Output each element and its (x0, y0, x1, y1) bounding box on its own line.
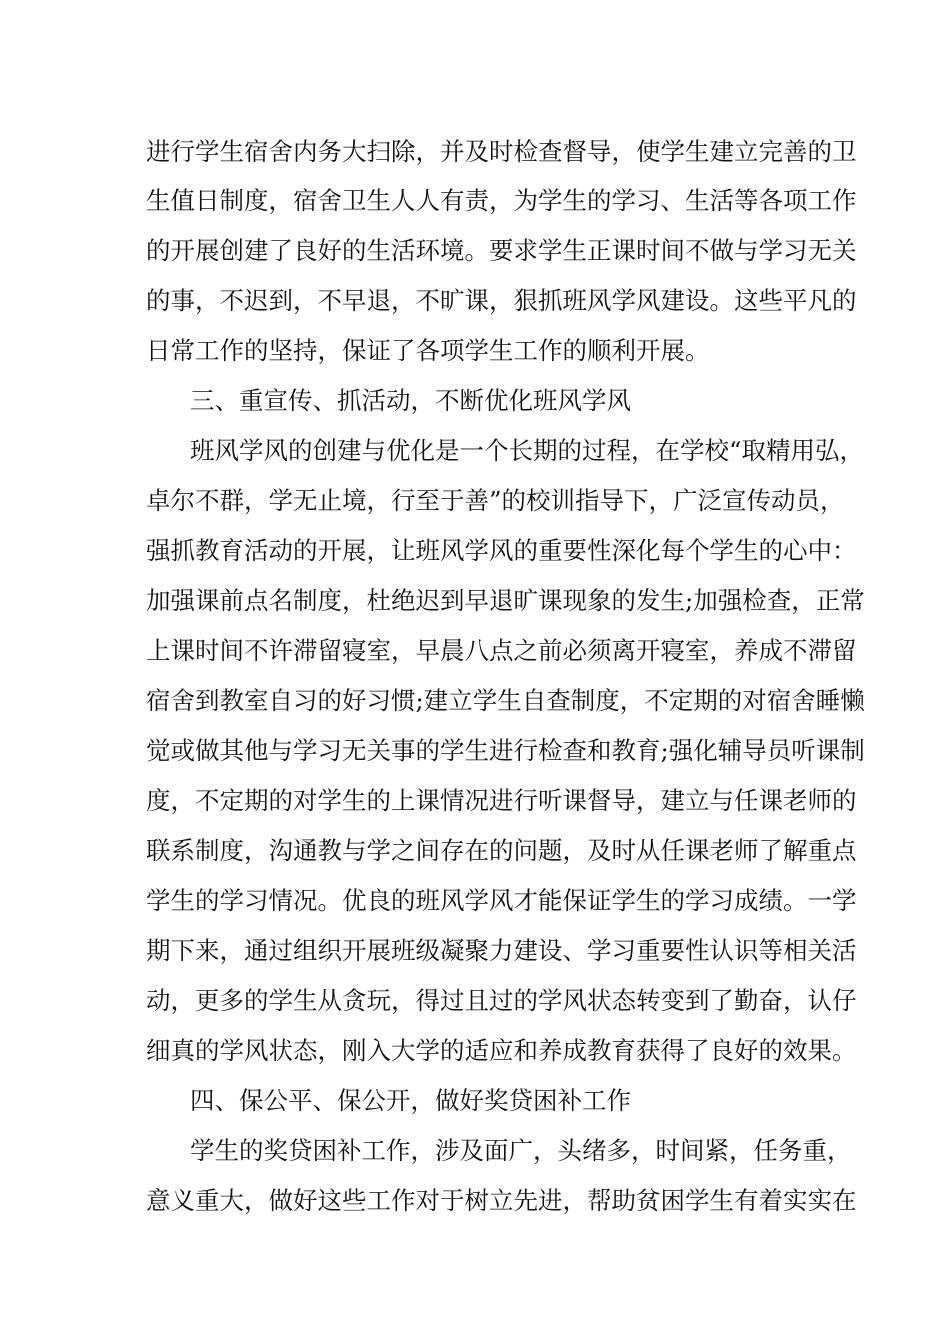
text-line-22: 意义重大，做好这些工作对于树立先进，帮助贫困学生有着实实在 (146, 1186, 857, 1215)
text-line-19: 细真的学风状态，刚入大学的适应和养成教育获得了良好的效果。 (146, 1036, 857, 1065)
text-line-10: 加强课前点名制度，杜绝迟到早退旷课现象的发生;加强检查，正常 (146, 586, 865, 615)
text-line-2: 生值日制度，宿舍卫生人人有责，为学生的学习、生活等各项工作 (146, 186, 857, 215)
text-line-14: 度，不定期的对学生的上课情况进行听课督导，建立与任课老师的 (146, 786, 857, 815)
text-line-11: 上课时间不许滞留寝室，早晨八点之前必须离开寝室，养成不滞留 (146, 636, 857, 665)
text-line-9: 强抓教育活动的开展，让班风学风的重要性深化每个学生的心中： (146, 536, 857, 565)
text-line-8: 卓尔不群，学无止境，行至于善”的校训指导下，广泛宣传动员， (146, 486, 845, 515)
text-line-4: 的事，不迟到，不早退，不旷课，狠抓班风学风建设。这些平凡的 (146, 286, 857, 315)
text-line-16: 学生的学习情况。优良的班风学风才能保证学生的学习成绩。一学 (146, 886, 857, 915)
text-line-21: 学生的奖贷困补工作，涉及面广，头绪多，时间紧，任务重， (190, 1136, 852, 1165)
text-line-15: 联系制度，沟通教与学之间存在的问题，及时从任课老师了解重点 (146, 836, 857, 865)
text-line-3: 的开展创建了良好的生活环境。要求学生正课时间不做与学习无关 (146, 236, 857, 265)
section-heading-4: 四、保公平、保公开，做好奖贷困补工作 (190, 1086, 631, 1115)
text-line-7: 班风学风的创建与优化是一个长期的过程，在学校“取精用弘， (190, 436, 865, 465)
text-line-13: 觉或做其他与学习无关事的学生进行检查和教育;强化辅导员听课制 (146, 736, 865, 765)
text-line-18: 动，更多的学生从贪玩，得过且过的学风状态转变到了勤奋，认仔 (146, 986, 857, 1015)
text-line-5: 日常工作的坚持，保证了各项学生工作的顺利开展。 (146, 336, 710, 365)
text-line-17: 期下来，通过组织开展班级凝聚力建设、学习重要性认识等相关活 (146, 936, 857, 965)
text-line-1: 进行学生宿舍内务大扫除，并及时检查督导，使学生建立完善的卫 (146, 137, 857, 166)
section-heading-3: 三、重宣传、抓活动，不断优化班风学风 (190, 386, 631, 415)
text-line-12: 宿舍到教室自习的好习惯;建立学生自查制度，不定期的对宿舍睡懒 (146, 686, 865, 715)
